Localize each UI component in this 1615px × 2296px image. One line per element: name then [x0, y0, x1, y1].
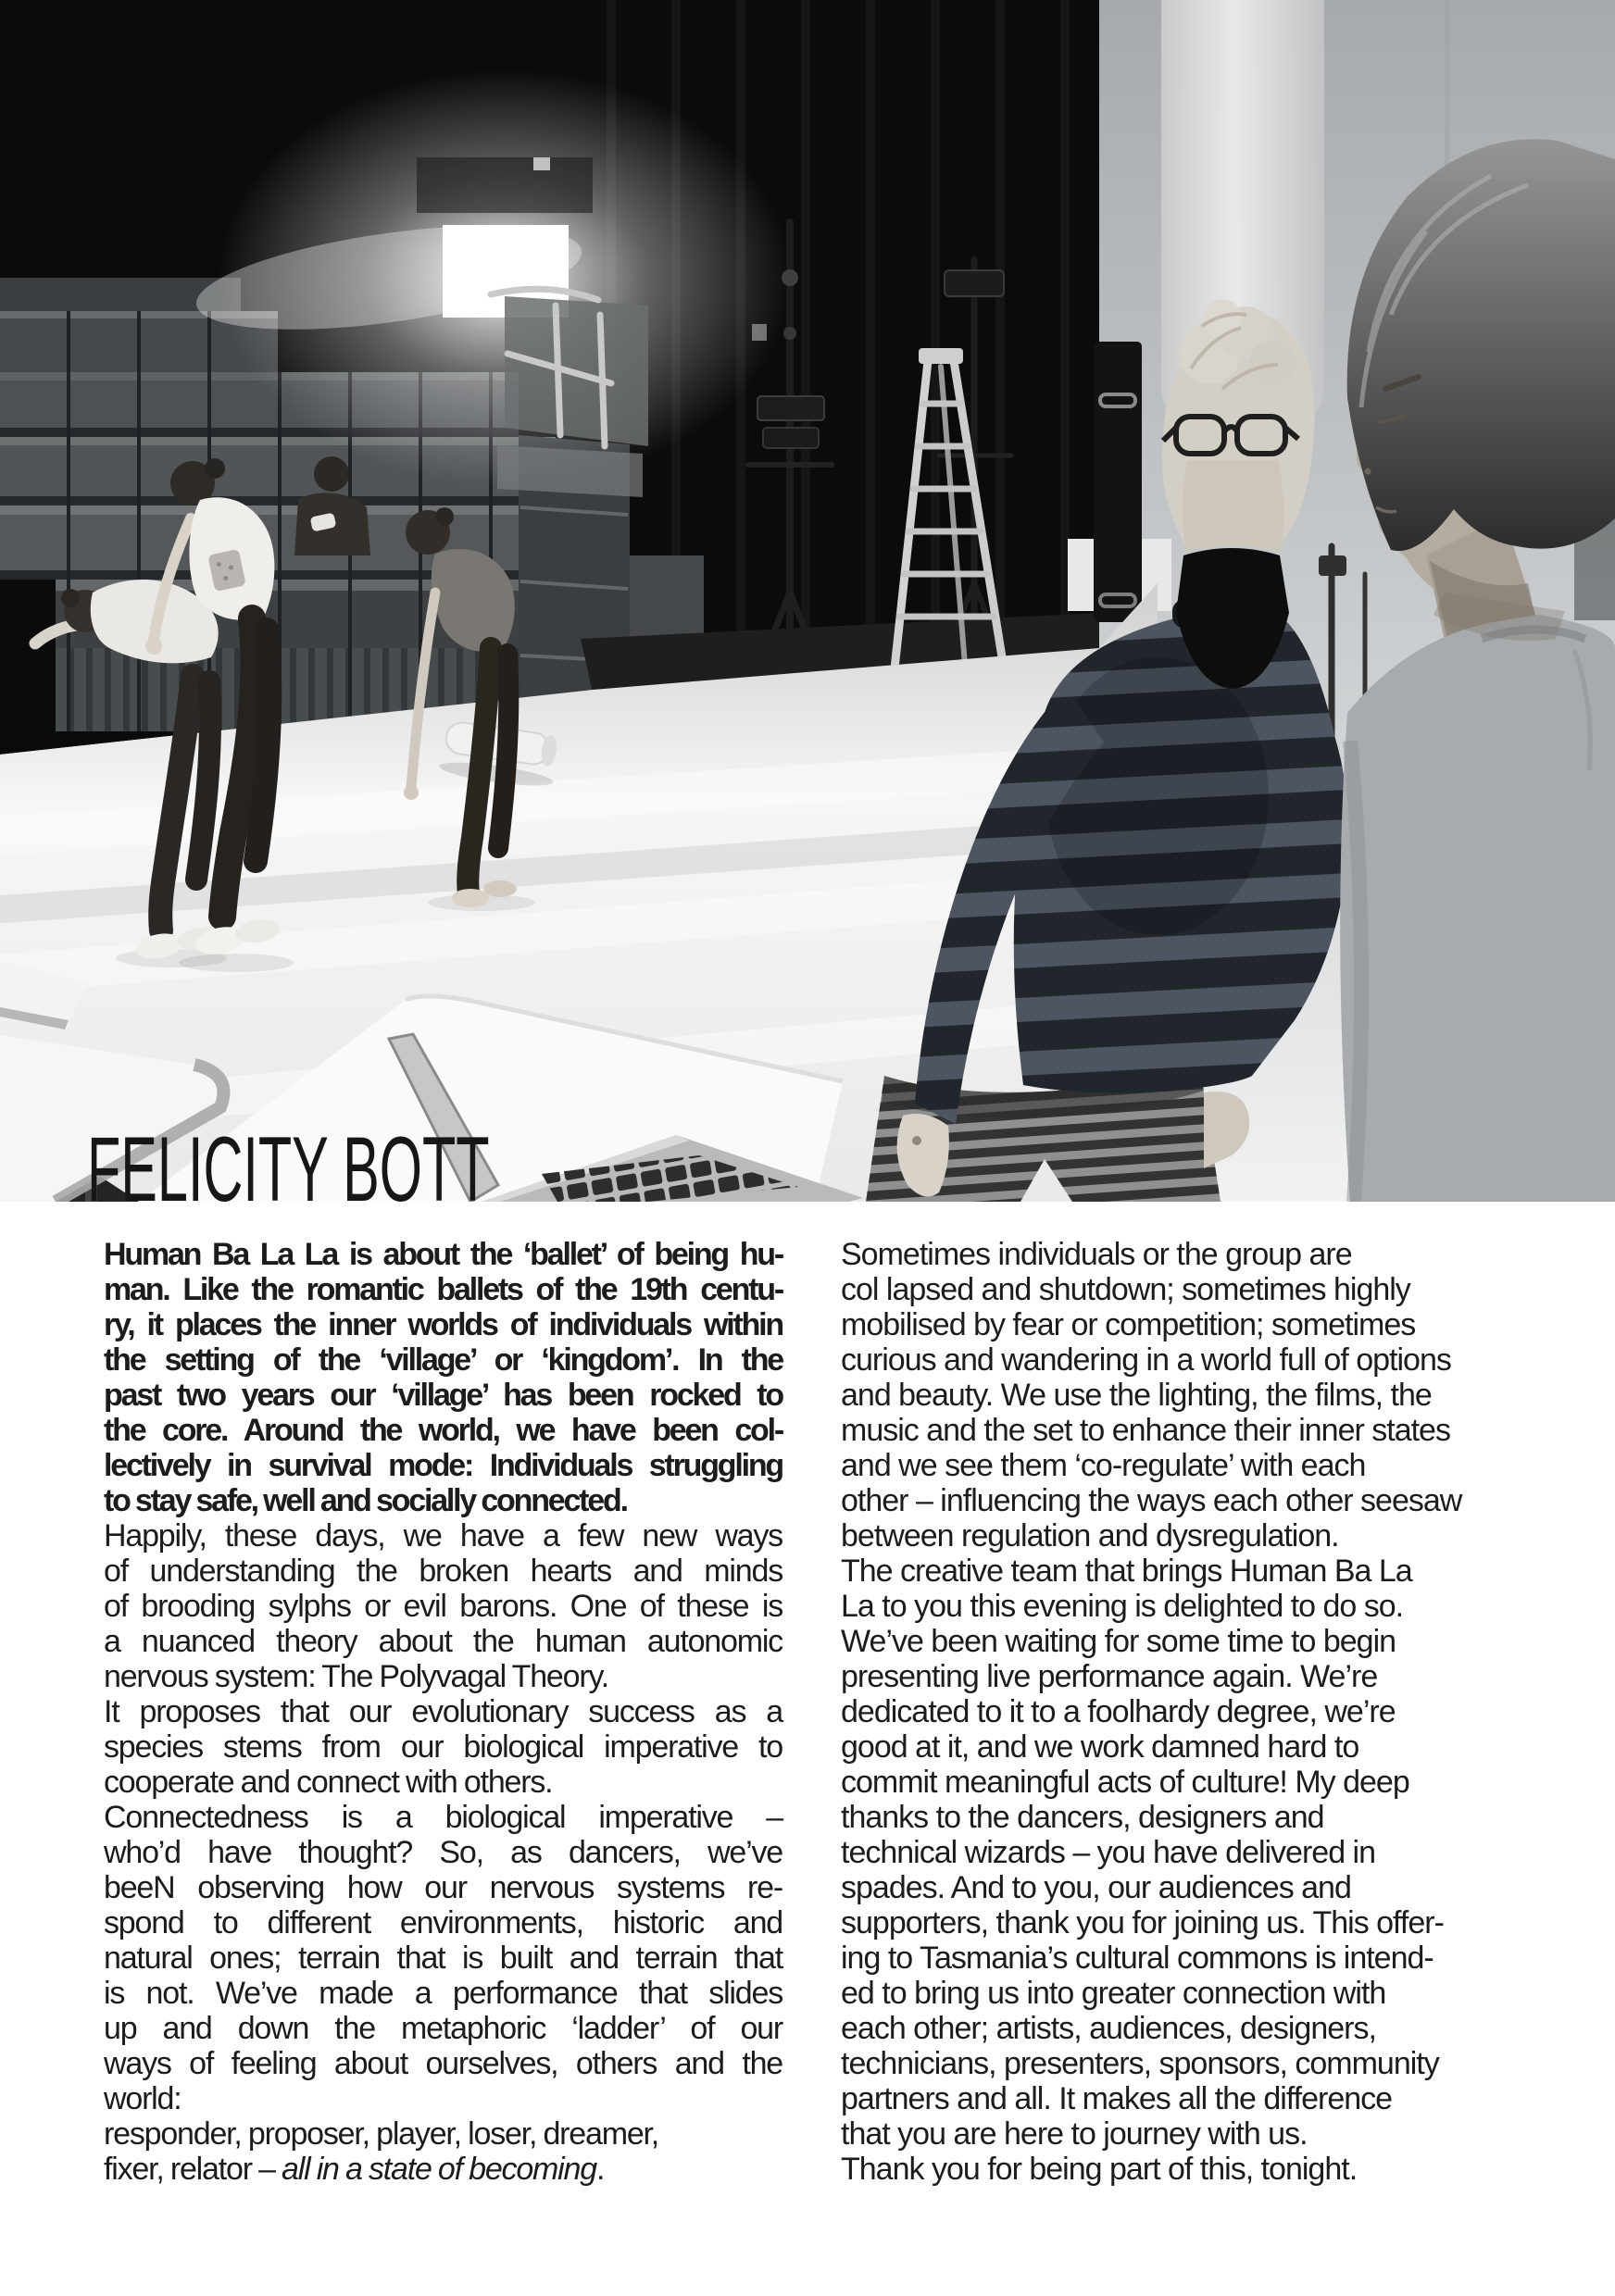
text-segment: species stems from our biological imperative to [104, 1729, 782, 1765]
text-line [104, 1448, 782, 1483]
page-title: FELICITY BOTT [87, 1117, 490, 1220]
text-line [841, 1307, 1522, 1342]
text-segment: man. Like the romantic ballets of the 19th centu- [104, 1272, 782, 1307]
text-segment: of brooding sylphs or evil barons. One of these is [104, 1589, 782, 1624]
text-segment: good at it, and we work damned hard to [841, 1729, 1359, 1765]
text-segment: up and down the metaphoric ‘ladder’ of our [104, 2011, 782, 2046]
text-segment: mobilised by fear or competition; sometimes [841, 1307, 1416, 1342]
program-note [104, 1237, 1522, 2187]
text-segment: Connectedness is a biological imperative – [104, 1800, 782, 1835]
text-segment: natural ones; terrain that is built and terrain that [104, 1940, 782, 1976]
text-segment: presenting live performance again. We’re [841, 1659, 1378, 1694]
text-line [104, 1765, 782, 1800]
text-segment: commit meaningful acts of culture! My deep [841, 1765, 1409, 1800]
text-line [841, 2152, 1522, 2187]
text-segment: supporters, thank you for joining us. This offer- [841, 1905, 1444, 1940]
text-line [841, 1765, 1522, 1800]
text-line [104, 1729, 782, 1765]
text-segment: La to you this evening is delighted to do so. [841, 1589, 1404, 1624]
text-segment: each other; artists, audiences, designers, [841, 2011, 1376, 2046]
text-line [104, 1694, 782, 1729]
text-segment: the setting of the ‘village’ or ‘kingdom’. In the [104, 1342, 782, 1378]
text-line [841, 1237, 1522, 1272]
text-line [841, 1729, 1522, 1765]
text-line [841, 1554, 1522, 1589]
handrails [491, 289, 648, 497]
text-segment: thanks to the dancers, designers and [841, 1800, 1324, 1835]
text-segment: Sometimes individuals or the group are [841, 1237, 1352, 1272]
text-segment: lectively in survival mode: Individuals struggling [104, 1448, 782, 1483]
text-segment: and we see them ‘co-regulate’ with each [841, 1448, 1366, 1483]
text-line [104, 2081, 782, 2116]
text-line [104, 1589, 782, 1624]
text-line [841, 1448, 1522, 1483]
text-line [841, 1483, 1522, 1518]
text-segment: The creative team that brings Human Ba La [841, 1554, 1412, 1589]
text-segment: col lapsed and shutdown; sometimes highly [841, 1272, 1410, 1307]
text-line [104, 2152, 782, 2187]
text-line [104, 1905, 782, 1940]
text-line [104, 1659, 782, 1694]
text-line [841, 1272, 1522, 1307]
text-line [841, 1835, 1522, 1870]
text-line [841, 1342, 1522, 1378]
text-segment: technical wizards – you have delivered in [841, 1835, 1376, 1870]
text-line [841, 2081, 1522, 2116]
text-line [841, 1940, 1522, 1976]
text-segment: Human Ba La La is about the ‘ballet’ of being hu- [104, 1237, 782, 1272]
text-line [841, 2046, 1522, 2081]
text-segment: We’ve been waiting for some time to begin [841, 1624, 1396, 1659]
text-segment: who’d have thought? So, as dancers, we’ve [104, 1835, 782, 1870]
column-left [104, 1237, 782, 2187]
text-line [841, 1589, 1522, 1624]
text-segment: between regulation and dysregulation. [841, 1518, 1339, 1554]
text-line [104, 1378, 782, 1413]
text-segment: spades. And to you, our audiences and [841, 1870, 1351, 1905]
text-segment: partners and all. It makes all the difference [841, 2081, 1393, 2116]
text-line [104, 1307, 782, 1342]
text-line [104, 1940, 782, 1976]
text-segment: ry, it places the inner worlds of individuals within [104, 1307, 782, 1342]
text-line [841, 1413, 1522, 1448]
text-segment: is not. We’ve made a performance that slides [104, 1976, 782, 2011]
text-line [841, 2116, 1522, 2152]
text-segment: and beauty. We use the lighting, the films, the [841, 1378, 1432, 1413]
text-segment: ing to Tasmania’s cultural commons is intend- [841, 1940, 1433, 1976]
text-line [104, 1870, 782, 1905]
text-line [841, 1905, 1522, 1940]
text-line [104, 1483, 782, 1518]
text-segment: other – influencing the ways each other seesaw [841, 1483, 1462, 1518]
text-segment: . [595, 2152, 605, 2187]
text-segment: dedicated to it to a foolhardy degree, we’re [841, 1694, 1396, 1729]
text-segment: It proposes that our evolutionary success as a [104, 1694, 782, 1729]
text-line [104, 1272, 782, 1307]
text-line [104, 1342, 782, 1378]
text-line [104, 1554, 782, 1589]
text-segment: Happily, these days, we have a few new ways [104, 1518, 782, 1554]
text-segment: that you are here to journey with us. [841, 2116, 1308, 2152]
text-segment: ed to bring us into greater connection with [841, 1976, 1386, 2011]
text-line [841, 1378, 1522, 1413]
text-segment: curious and wandering in a world full of options [841, 1342, 1451, 1378]
text-line [104, 1624, 782, 1659]
text-line [104, 1237, 782, 1272]
text-segment: ways of feeling about ourselves, others and the [104, 2046, 782, 2081]
text-segment: nervous system: The Polyvagal Theory. [104, 1659, 608, 1694]
text-line [104, 1518, 782, 1554]
text-segment: technicians, presenters, sponsors, community [841, 2046, 1439, 2081]
text-line [841, 1976, 1522, 2011]
text-segment: of understanding the broken hearts and minds [104, 1554, 782, 1589]
text-line [104, 1413, 782, 1448]
text-line [104, 2046, 782, 2081]
text-segment: a nuanced theory about the human autonomic [104, 1624, 782, 1659]
text-segment: music and the set to enhance their inner states [841, 1413, 1450, 1448]
text-line [104, 1976, 782, 2011]
text-line [104, 1800, 782, 1835]
text-line [841, 1694, 1522, 1729]
text-segment: fixer, relator – [104, 2152, 282, 2187]
text-line [104, 2116, 782, 2152]
text-line [841, 1624, 1522, 1659]
text-segment: cooperate and connect with others. [104, 1765, 553, 1800]
column-right [841, 1237, 1522, 2187]
text-segment: responder, proposer, player, loser, dreamer, [104, 2116, 659, 2152]
text-line [841, 1800, 1522, 1835]
text-segment: all in a state of becoming [282, 2152, 596, 2187]
text-line [841, 1659, 1522, 1694]
text-segment: beeN observing how our nervous systems re- [104, 1870, 782, 1905]
text-line [841, 1870, 1522, 1905]
text-segment: spond to different environments, historic and [104, 1905, 782, 1940]
text-segment: the core. Around the world, we have been col- [104, 1413, 782, 1448]
text-segment: Thank you for being part of this, tonight. [841, 2152, 1358, 2187]
text-line [841, 1518, 1522, 1554]
text-segment: to stay safe, well and socially connected. [104, 1483, 627, 1518]
text-segment: past two years our ‘village’ has been rocked to [104, 1378, 782, 1413]
text-line [104, 2011, 782, 2046]
text-line [104, 1835, 782, 1870]
text-segment: world: [104, 2081, 182, 2116]
text-line [841, 2011, 1522, 2046]
